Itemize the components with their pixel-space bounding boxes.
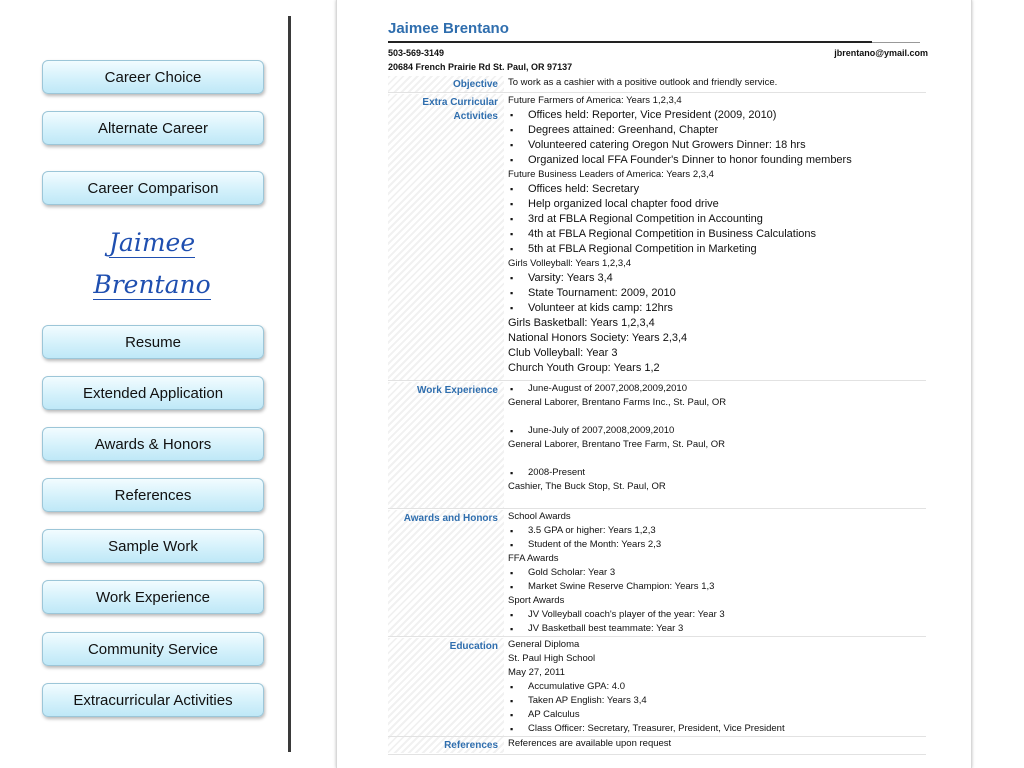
extracurricular-line: ▪ Organized local FFA Founder's Dinner to honor founding members <box>508 153 924 168</box>
extracurricular-line: Girls Basketball: Years 1,2,3,4 <box>508 317 655 329</box>
education-line: ▪ Accumulative GPA: 4.0 <box>508 680 924 694</box>
extracurricular-line: ▪ Volunteered catering Oregon Nut Growers Dinner: 18 hrs <box>508 138 924 153</box>
awards-line: Sport Awards <box>508 595 565 606</box>
objective-text: To work as a cashier with a positive outlook and friendly service. <box>508 77 778 88</box>
awards-section <box>388 510 926 636</box>
awards-line: ▪ Gold Scholar: Year 3 <box>508 566 924 580</box>
education-section <box>388 638 926 736</box>
education-line: General Diploma <box>508 639 580 650</box>
community-service-button[interactable]: Community Service <box>42 632 264 666</box>
awards-line: ▪ Student of the Month: Years 2,3 <box>508 538 924 552</box>
education-line: St. Paul High School <box>508 653 596 664</box>
vertical-divider <box>288 16 291 752</box>
work-experience-line: ▪ June-July of 2007,2008,2009,2010 <box>508 424 924 438</box>
awards-label: Awards and Honors <box>403 513 498 524</box>
awards-line: ▪ JV Basketball best teammate: Year 3 <box>508 622 924 636</box>
education-line: ▪ Class Officer: Secretary, Treasurer, President, Vice President <box>508 722 924 736</box>
extracurricular-line: Church Youth Group: Years 1,2 <box>508 362 660 374</box>
objective-label: Objective <box>452 79 498 90</box>
work-experience-line: ▪ 2008-Present <box>508 466 924 480</box>
work-experience-section <box>388 382 926 508</box>
extracurricular-line: ▪ 3rd at FBLA Regional Competition in Accounting <box>508 212 924 227</box>
education-line: ▪ Taken AP English: Years 3,4 <box>508 694 924 708</box>
extracurricular-line: ▪ Offices held: Reporter, Vice President (2009, 2010) <box>508 108 924 123</box>
extracurricular-line: ▪ 4th at FBLA Regional Competition in Business Calculations <box>508 227 924 242</box>
awards-line: ▪ JV Volleyball coach's player of the year: Year 3 <box>508 608 924 622</box>
work-experience-line: ▪ June-August of 2007,2008,2009,2010 <box>508 382 924 396</box>
extracurricular-line: ▪ Help organized local chapter food drive <box>508 197 924 212</box>
awards-line: School Awards <box>508 511 571 522</box>
education-label: Education <box>449 641 498 652</box>
resume-button[interactable]: Resume <box>42 325 264 359</box>
signature-last-name: Brentano <box>93 270 211 299</box>
extracurricular-line: ▪ Varsity: Years 3,4 <box>508 271 924 286</box>
header-rule-thin <box>872 42 920 43</box>
extracurricular-label: Extra Curricular Activities <box>422 97 498 122</box>
work-experience-line: General Laborer, Brentano Farms Inc., St. Paul, OR <box>508 397 727 408</box>
awards-line: FFA Awards <box>508 553 559 564</box>
extracurricular-line: ▪ Volunteer at kids camp: 12hrs <box>508 301 924 316</box>
extracurricular-line: ▪ Degrees attained: Greenhand, Chapter <box>508 123 924 138</box>
work-experience-button[interactable]: Work Experience <box>42 580 264 614</box>
extended-application-button[interactable]: Extended Application <box>42 376 264 410</box>
extracurricular-line: ▪ State Tournament: 2009, 2010 <box>508 286 924 301</box>
references-button[interactable]: References <box>42 478 264 512</box>
references-section <box>388 737 926 753</box>
work-experience-line: General Laborer, Brentano Tree Farm, St. Paul, OR <box>508 439 726 450</box>
alternate-career-button[interactable]: Alternate Career <box>42 111 264 145</box>
address: 20684 French Prairie Rd St. Paul, OR 97137 <box>388 62 573 72</box>
email: jbrentano@ymail.com <box>834 48 928 58</box>
header-rule <box>388 41 872 43</box>
references-text: References are available upon request <box>508 738 672 749</box>
resume-document <box>336 0 972 768</box>
work-experience-line: Cashier, The Buck Stop, St. Paul, OR <box>508 481 666 492</box>
objective-section <box>388 76 926 92</box>
education-line: May 27, 2011 <box>508 667 565 678</box>
extracurricular-activities-button[interactable]: Extracurricular Activities <box>42 683 264 717</box>
awards-line: ▪ 3.5 GPA or higher: Years 1,2,3 <box>508 524 924 538</box>
extracurricular-line: ▪ 5th at FBLA Regional Competition in Marketing <box>508 242 924 257</box>
extracurricular-line: Girls Volleyball: Years 1,2,3,4 <box>508 258 632 269</box>
work-experience-label: Work Experience <box>417 385 498 396</box>
extracurricular-line: ▪ Offices held: Secretary <box>508 182 924 197</box>
education-line: ▪ AP Calculus <box>508 708 924 722</box>
sample-work-button[interactable]: Sample Work <box>42 529 264 563</box>
career-choice-button[interactable]: Career Choice <box>42 60 264 94</box>
extracurricular-line: National Honors Society: Years 2,3,4 <box>508 332 688 344</box>
awards-line: ▪ Market Swine Reserve Champion: Years 1,3 <box>508 580 924 594</box>
career-comparison-button[interactable]: Career Comparison <box>42 171 264 205</box>
phone: 503-569-3149 <box>388 48 445 58</box>
extracurricular-line: Future Farmers of America: Years 1,2,3,4 <box>508 95 682 106</box>
extracurricular-line: Club Volleyball: Year 3 <box>508 347 618 359</box>
references-label: References <box>444 740 498 751</box>
extracurricular-line: Future Business Leaders of America: Years 2,3,4 <box>508 169 714 180</box>
signature-first-name: Jaimee <box>108 228 196 257</box>
awards-honors-button[interactable]: Awards & Honors <box>42 427 264 461</box>
extracurricular-section <box>388 94 926 380</box>
resume-name: Jaimee Brentano <box>388 20 509 37</box>
